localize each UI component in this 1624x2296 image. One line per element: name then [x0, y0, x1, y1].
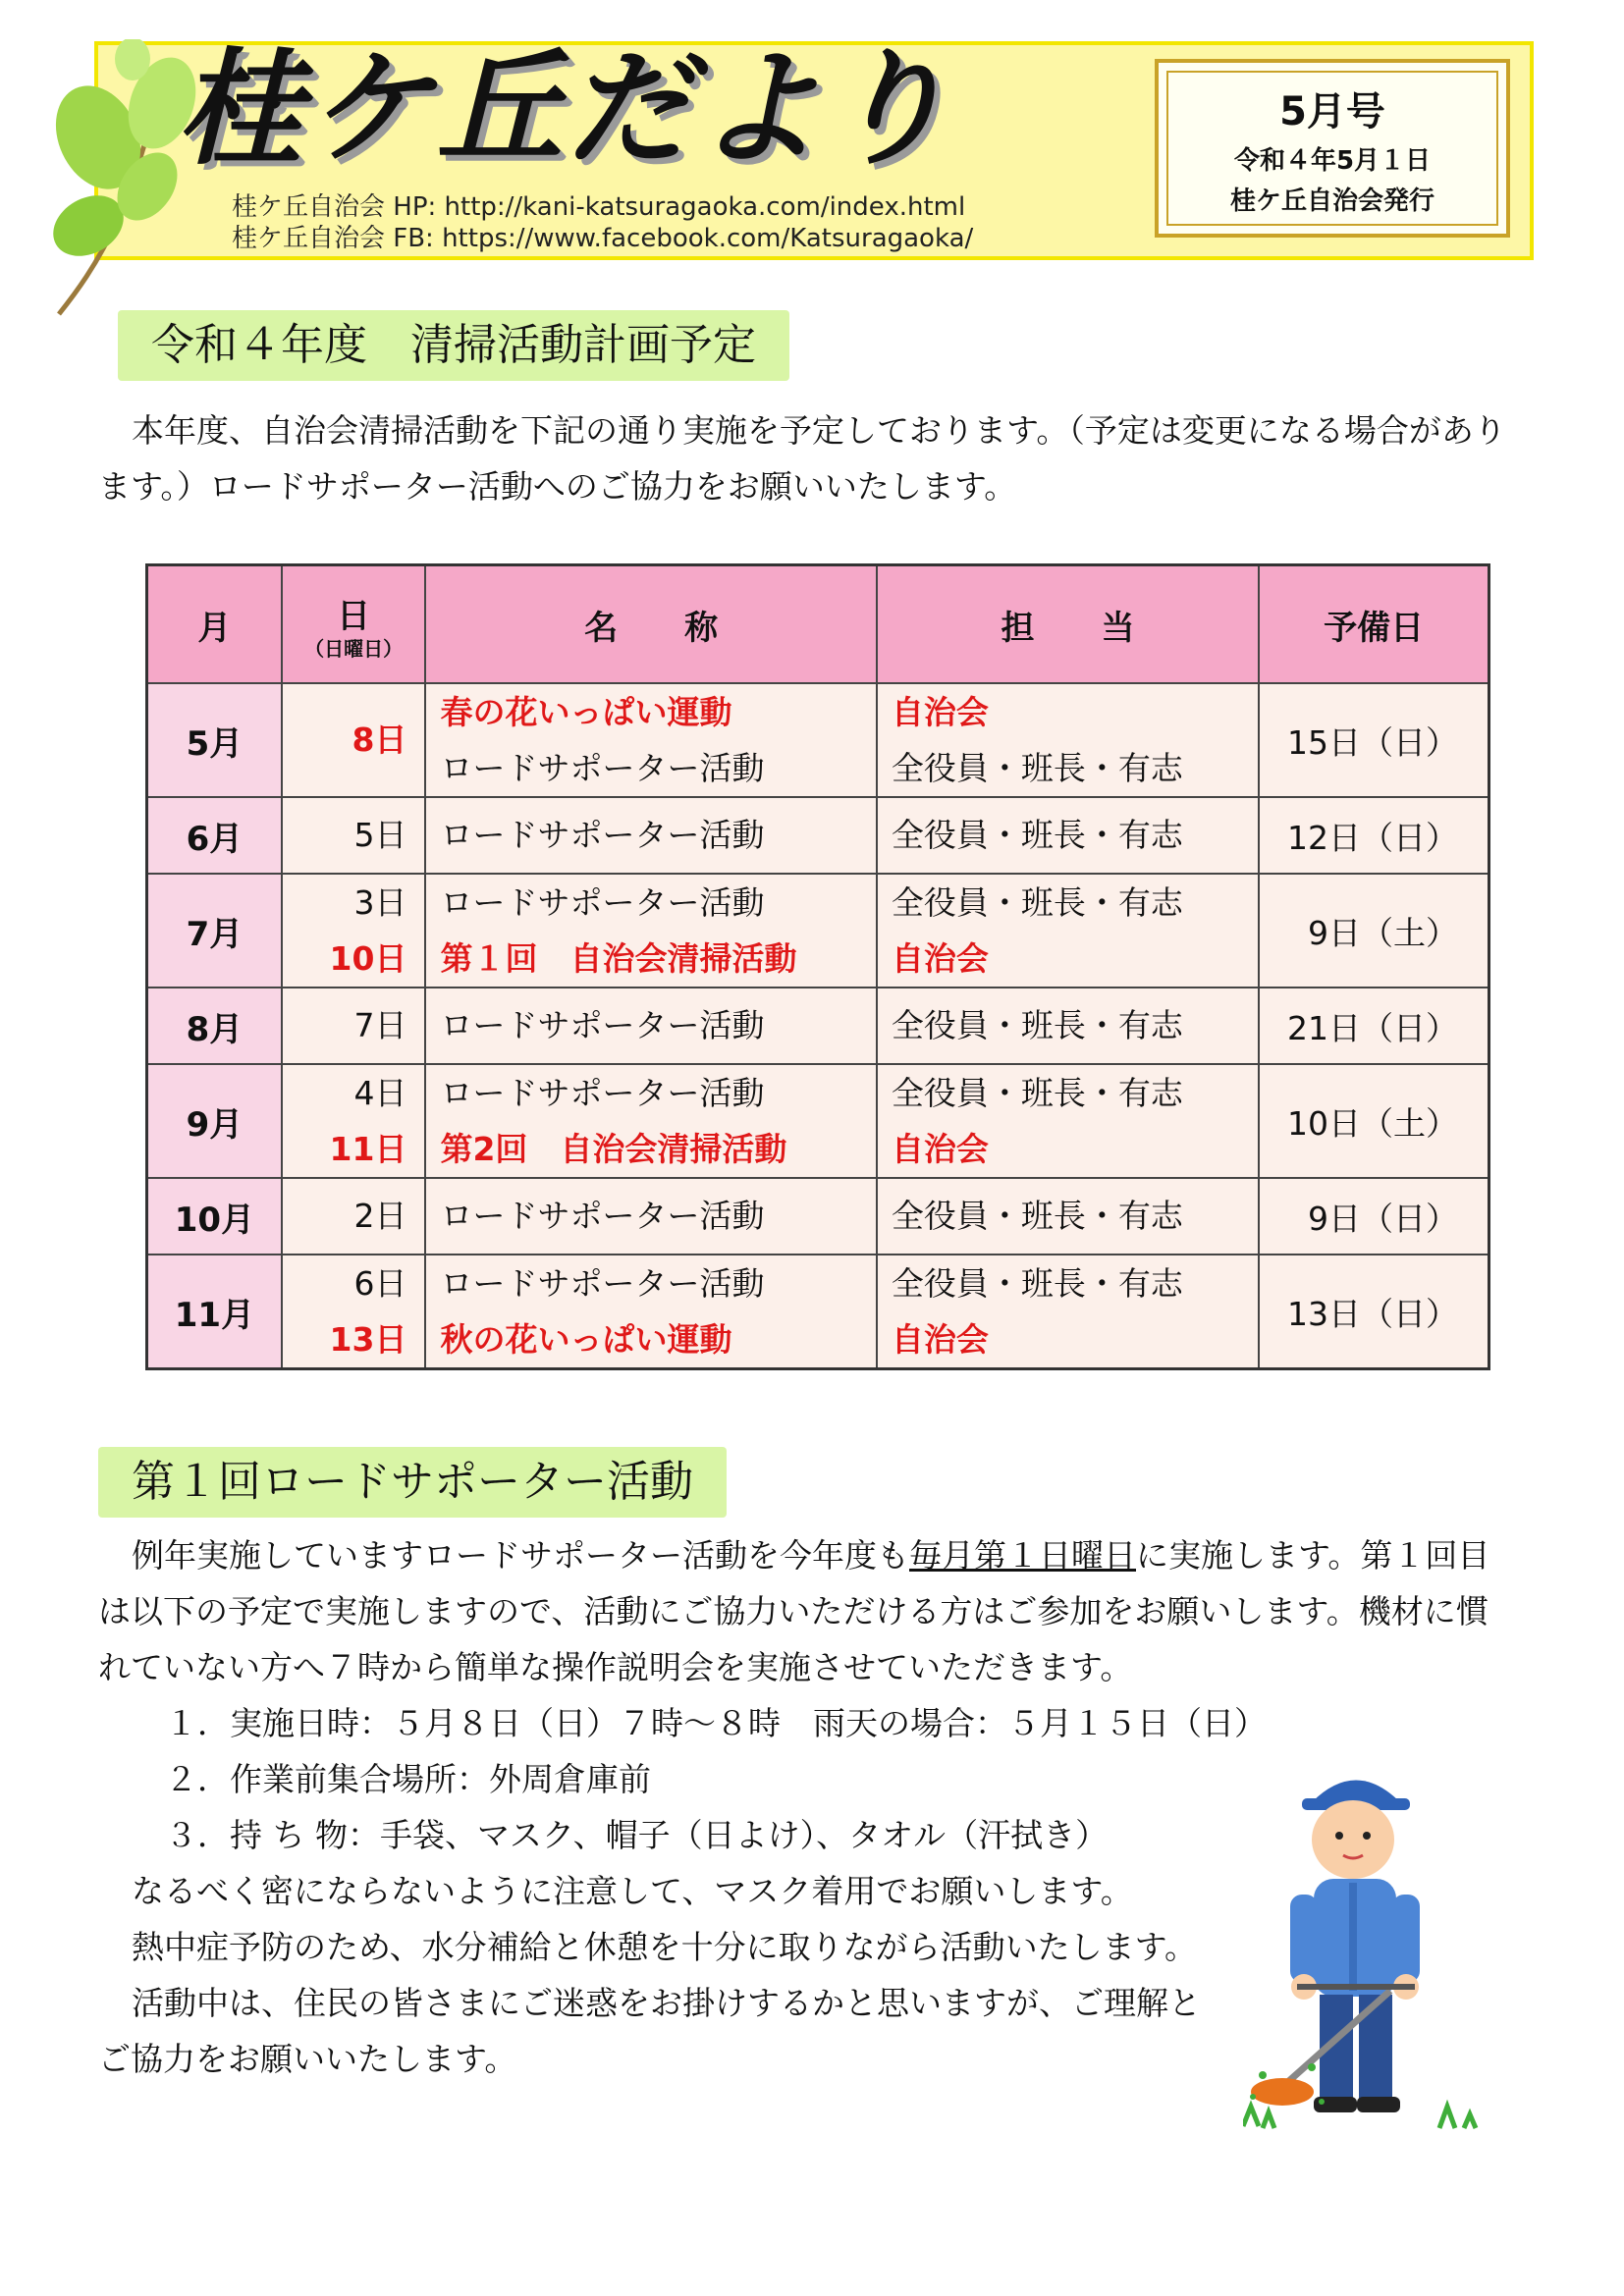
name-cell	[425, 1064, 876, 1178]
resp-cell	[877, 1178, 1259, 1255]
note-line: 熱中症予防のため、水分補給と休憩を十分に取りながら活動いたします。	[132, 1928, 1198, 1966]
day-value: 13日	[329, 1320, 407, 1359]
event-name: ロードサポーター活動	[440, 1197, 765, 1235]
resp-value: 全役員・班長・有志	[891, 816, 1183, 854]
resp-value: 全役員・班長・有志	[891, 1006, 1183, 1044]
resp-cell	[877, 797, 1259, 874]
resp-cell	[877, 1064, 1259, 1178]
table-row	[147, 797, 1489, 874]
table-row	[147, 988, 1489, 1064]
resp-cell	[877, 1255, 1259, 1369]
table-row	[147, 1255, 1489, 1369]
day-cell	[282, 1255, 426, 1369]
event-name: ロードサポーター活動	[440, 883, 765, 922]
header-resp: 担 当	[877, 565, 1259, 684]
cleaning-schedule-table	[145, 563, 1490, 1370]
day-value: 4日	[353, 1074, 407, 1112]
para-line-2: は以下の予定で実施しますので、活動にご協力いただける方はご参加をお願いします。機材に慣	[98, 1592, 1489, 1630]
day-value: 11日	[329, 1130, 407, 1168]
reserve-cell: 13日（日）	[1259, 1255, 1489, 1369]
name-cell	[425, 683, 876, 797]
resp-value: 全役員・班長・有志	[891, 749, 1183, 787]
event-name: 第2回 自治会清掃活動	[440, 1130, 787, 1168]
table-row	[147, 1178, 1489, 1255]
reserve-cell: 21日（日）	[1259, 988, 1489, 1064]
para-line-1a: 例年実施していますロードサポーター活動を今年度も	[132, 1536, 909, 1575]
event-name: 第１回 自治会清掃活動	[440, 939, 797, 978]
event-name: 秋の花いっぱい運動	[440, 1320, 732, 1359]
list-item: ３．持 ち 物：手袋、マスク、帽子（日よけ）、タオル（汗拭き）	[165, 1816, 1109, 1854]
event-name: ロードサポーター活動	[440, 1074, 765, 1112]
name-cell	[425, 797, 876, 874]
day-cell	[282, 1178, 426, 1255]
section-heading-road-supporter: 第１回ロードサポーター活動	[98, 1447, 727, 1518]
day-value: 3日	[353, 883, 407, 922]
resp-cell	[877, 874, 1259, 988]
facebook-url-line[interactable]: 桂ケ丘自治会 FB: https://www.facebook.com/Katsuragaoka/	[232, 224, 974, 253]
month-cell: 11月	[147, 1255, 282, 1369]
intro-paragraph	[98, 402, 1542, 514]
resp-value: 自治会	[891, 693, 989, 731]
para-line-1	[98, 1527, 1542, 1583]
header-month: 月	[147, 565, 282, 684]
month-cell: 5月	[147, 683, 282, 797]
event-name: ロードサポーター活動	[440, 1006, 765, 1044]
header-reserve: 予備日	[1259, 565, 1489, 684]
day-value: 6日	[353, 1264, 407, 1303]
event-name: ロードサポーター活動	[440, 1264, 765, 1303]
reserve-cell: 15日（日）	[1259, 683, 1489, 797]
section-heading-cleaning-plan: 令和４年度 清掃活動計画予定	[118, 310, 789, 381]
reserve-cell: 9日（日）	[1259, 1178, 1489, 1255]
day-cell	[282, 874, 426, 988]
resp-cell	[877, 683, 1259, 797]
issue-info-inner	[1166, 71, 1498, 226]
note-line: なるべく密にならないように注意して、マスク着用でお願いします。	[132, 1872, 1133, 1910]
header-day	[282, 565, 426, 684]
month-cell: 6月	[147, 797, 282, 874]
list-item: ２．作業前集合場所：外周倉庫前	[165, 1760, 651, 1798]
month-cell: 9月	[147, 1064, 282, 1178]
day-value: 7日	[353, 1006, 407, 1044]
homepage-url-line[interactable]: 桂ケ丘自治会 HP: http://kani-katsuragaoka.com/index.html	[232, 192, 966, 222]
month-cell: 7月	[147, 874, 282, 988]
intro-line-2: ます。）ロードサポーター活動へのご協力をお願いいたします。	[98, 467, 1017, 506]
name-cell	[425, 1255, 876, 1369]
resp-cell	[877, 988, 1259, 1064]
day-cell	[282, 797, 426, 874]
resp-value: 全役員・班長・有志	[891, 1264, 1183, 1303]
day-value: 2日	[353, 1197, 407, 1235]
day-value: 10日	[329, 939, 407, 978]
day-value: 5日	[353, 816, 407, 854]
reserve-cell: 10日（土）	[1259, 1064, 1489, 1178]
name-cell	[425, 1178, 876, 1255]
para-line-3: れていない方へ７時から簡単な操作説明会を実施させていただきます。	[98, 1648, 1133, 1686]
day-cell	[282, 1064, 426, 1178]
event-name: 春の花いっぱい運動	[440, 693, 732, 731]
name-cell	[425, 988, 876, 1064]
month-cell: 10月	[147, 1178, 282, 1255]
resp-value: 全役員・班長・有志	[891, 1197, 1183, 1235]
grass-trimmer-worker-icon	[1243, 1763, 1489, 2136]
para-line-1b: に実施します。第１回目	[1136, 1536, 1490, 1575]
table-row	[147, 1064, 1489, 1178]
day-cell	[282, 683, 426, 797]
resp-value: 自治会	[891, 939, 989, 978]
day-cell	[282, 988, 426, 1064]
day-value: 8日	[352, 721, 407, 759]
header-day-label: 日	[337, 596, 371, 636]
issue-info-box	[1155, 59, 1510, 238]
newsletter-title: 桂ケ丘だより	[177, 36, 955, 183]
resp-value: 全役員・班長・有志	[891, 883, 1183, 922]
note-line: ご協力をお願いいたします。	[98, 2040, 517, 2078]
resp-value: 全役員・班長・有志	[891, 1074, 1183, 1112]
header-day-sub: （日曜日）	[304, 636, 404, 661]
header-name: 名 称	[425, 565, 876, 684]
intro-line-1: 本年度、自治会清掃活動を下記の通り実施を予定しております。（予定は変更になる場合があり	[132, 411, 1506, 450]
list-item: １．実施日時：５月８日（日）７時～８時 雨天の場合：５月１５日（日）	[165, 1704, 1267, 1742]
event-name: ロードサポーター活動	[440, 816, 765, 854]
table-row	[147, 683, 1489, 797]
table-row	[147, 874, 1489, 988]
name-cell	[425, 874, 876, 988]
month-cell: 8月	[147, 988, 282, 1064]
reserve-cell: 12日（日）	[1259, 797, 1489, 874]
issue-publisher: 桂ケ丘自治会発行	[1229, 186, 1435, 216]
table-header-row	[147, 565, 1489, 684]
schedule-emphasis: 毎月第１日曜日	[909, 1536, 1136, 1575]
event-name: ロードサポーター活動	[440, 749, 765, 787]
note-line: 活動中は、住民の皆さまにご迷惑をお掛けするかと思いますが、ご理解と	[132, 1984, 1201, 2022]
issue-number: 5月号	[1279, 88, 1385, 134]
resp-value: 自治会	[891, 1320, 989, 1359]
reserve-cell: 9日（土）	[1259, 874, 1489, 988]
issue-date: 令和４年5月１日	[1233, 145, 1432, 176]
resp-value: 自治会	[891, 1130, 989, 1168]
